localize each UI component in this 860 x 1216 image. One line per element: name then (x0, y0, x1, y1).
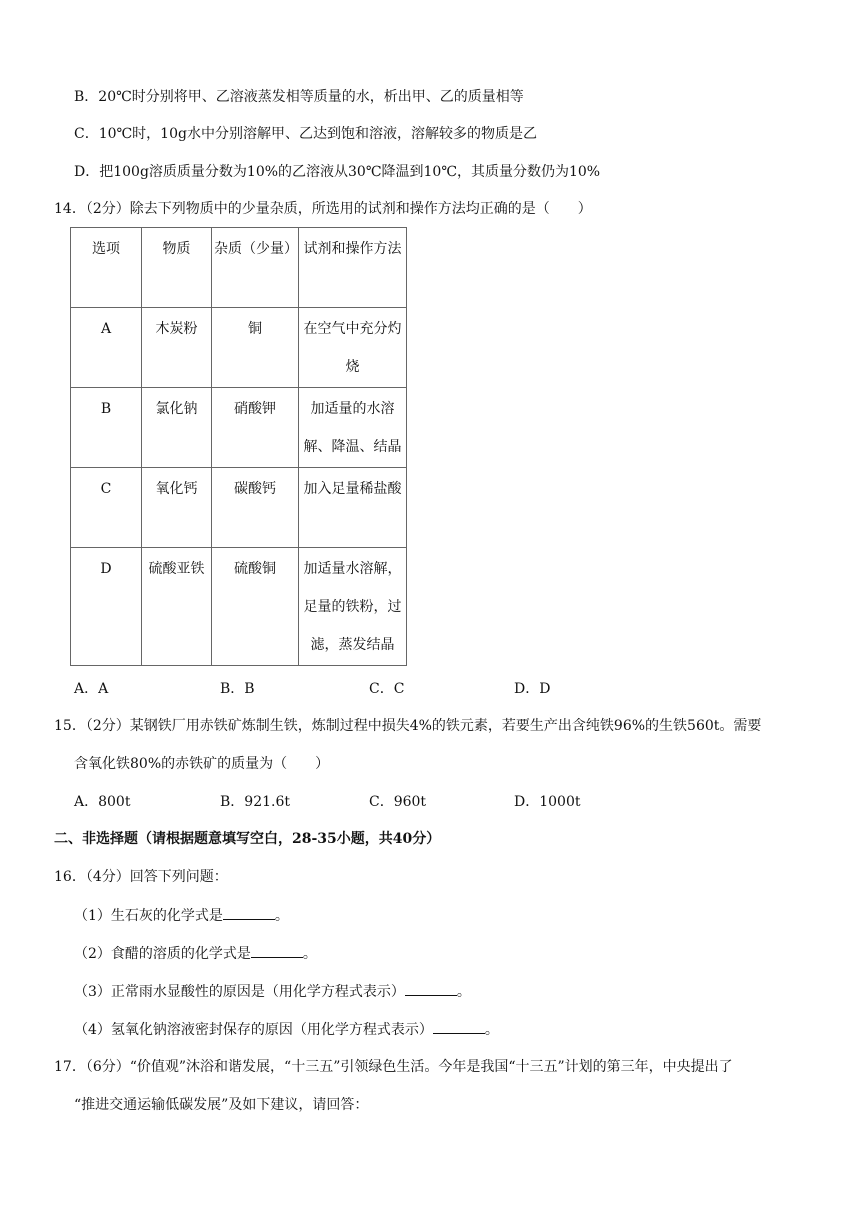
q15-choice-c[interactable]: C．960t (369, 794, 427, 810)
q16-item-4-end: 。 (484, 1022, 499, 1038)
q13-option-b: B．20℃时分别将甲、乙溶液蒸发相等质量的水，析出甲、乙的质量相等 (74, 89, 524, 105)
q14-choice-b[interactable]: B．B (220, 681, 255, 697)
row-b-option: B (71, 388, 142, 468)
row-c-method: 加入足量稀盐酸 (299, 468, 407, 548)
q14-choice-c[interactable]: C．C (369, 681, 405, 697)
answer-blank[interactable] (223, 905, 275, 920)
q16-item-3-end: 。 (456, 984, 471, 1000)
answer-blank[interactable] (433, 1019, 485, 1034)
row-b-impurity: 硝酸钾 (212, 388, 299, 468)
row-c-impurity: 碳酸钙 (212, 468, 299, 548)
q14-choice-a[interactable]: A．A (74, 681, 109, 697)
table-row (71, 548, 407, 666)
row-a-impurity: 铜 (212, 308, 299, 388)
table-row (71, 388, 407, 468)
table-row (71, 468, 407, 548)
header-cell-substance: 物质 (142, 228, 212, 308)
q14-choice-d[interactable]: D．D (514, 681, 551, 697)
answer-blank[interactable] (251, 943, 303, 958)
q16-item-1 (74, 905, 289, 926)
row-b-substance: 氯化钠 (142, 388, 212, 468)
q13-option-d: D．把100g溶质质量分数为10%的乙溶液从30℃降温到10℃，其质量分数仍为10% (74, 164, 601, 180)
row-c-substance: 氧化钙 (142, 468, 212, 548)
q15-stem-line2: 含氧化铁80%的赤铁矿的质量为（ ） (74, 756, 330, 772)
table-row (71, 308, 407, 388)
row-c-option: C (71, 468, 142, 548)
q15-stem-line1: 15．（2分）某钢铁厂用赤铁矿炼制生铁，炼制过程中损失4%的铁元素，若要生产出含纯铁96%的生铁560t。需要 (54, 718, 762, 734)
q14-table (70, 227, 407, 666)
row-a-method: 在空气中充分灼烧 (299, 308, 407, 388)
row-d-substance: 硫酸亚铁 (142, 548, 212, 666)
q14-stem: 14．（2分）除去下列物质中的少量杂质，所选用的试剂和操作方法均正确的是（ ） (54, 201, 592, 217)
q16-item-2 (74, 943, 317, 964)
q17-line2: “推进交通运输低碳发展”及如下建议，请回答： (74, 1097, 369, 1113)
q16-item-4-text: （4）氢氧化钠溶液密封保存的原因（用化学方程式表示） (74, 1022, 433, 1038)
header-cell-option: 选项 (71, 228, 142, 308)
q15-choice-d[interactable]: D．1000t (514, 794, 581, 810)
q16-item-2-end: 。 (302, 946, 317, 962)
q16-item-1-text: （1）生石灰的化学式是 (74, 908, 223, 924)
q16-item-3-text: （3）正常雨水显酸性的原因是（用化学方程式表示） (74, 984, 405, 1000)
header-cell-impurity: 杂质（少量） (212, 228, 299, 308)
row-d-method: 加适量水溶解，足量的铁粉，过滤，蒸发结晶 (299, 548, 407, 666)
row-b-method: 加适量的水溶解、降温、结晶 (299, 388, 407, 468)
row-d-option: D (71, 548, 142, 666)
row-a-option: A (71, 308, 142, 388)
answer-blank[interactable] (405, 981, 457, 996)
q16-item-1-end: 。 (274, 908, 289, 924)
table-header-row (71, 228, 407, 308)
q16-item-2-text: （2）食醋的溶质的化学式是 (74, 946, 251, 962)
q17-line1: 17．（6分）“价值观”沐浴和谐发展，“十三五”引领绿色生活。今年是我国“十三五”计划的第三年，中央提出了 (54, 1059, 733, 1075)
q15-choice-b[interactable]: B．921.6t (220, 794, 290, 810)
q15-choice-a[interactable]: A．800t (74, 794, 131, 810)
q16-item-4 (74, 1019, 499, 1040)
section-heading: 二、非选择题（请根据题意填写空白，28-35小题，共40分） (54, 831, 441, 847)
row-a-substance: 木炭粉 (142, 308, 212, 388)
q16-stem: 16．（4分）回答下列问题： (54, 869, 228, 885)
header-cell-method: 试剂和操作方法 (299, 228, 407, 308)
q16-item-3 (74, 981, 471, 1002)
row-d-impurity: 硫酸铜 (212, 548, 299, 666)
q13-option-c: C．10℃时，10g水中分别溶解甲、乙达到饱和溶液，溶解较多的物质是乙 (74, 126, 537, 142)
